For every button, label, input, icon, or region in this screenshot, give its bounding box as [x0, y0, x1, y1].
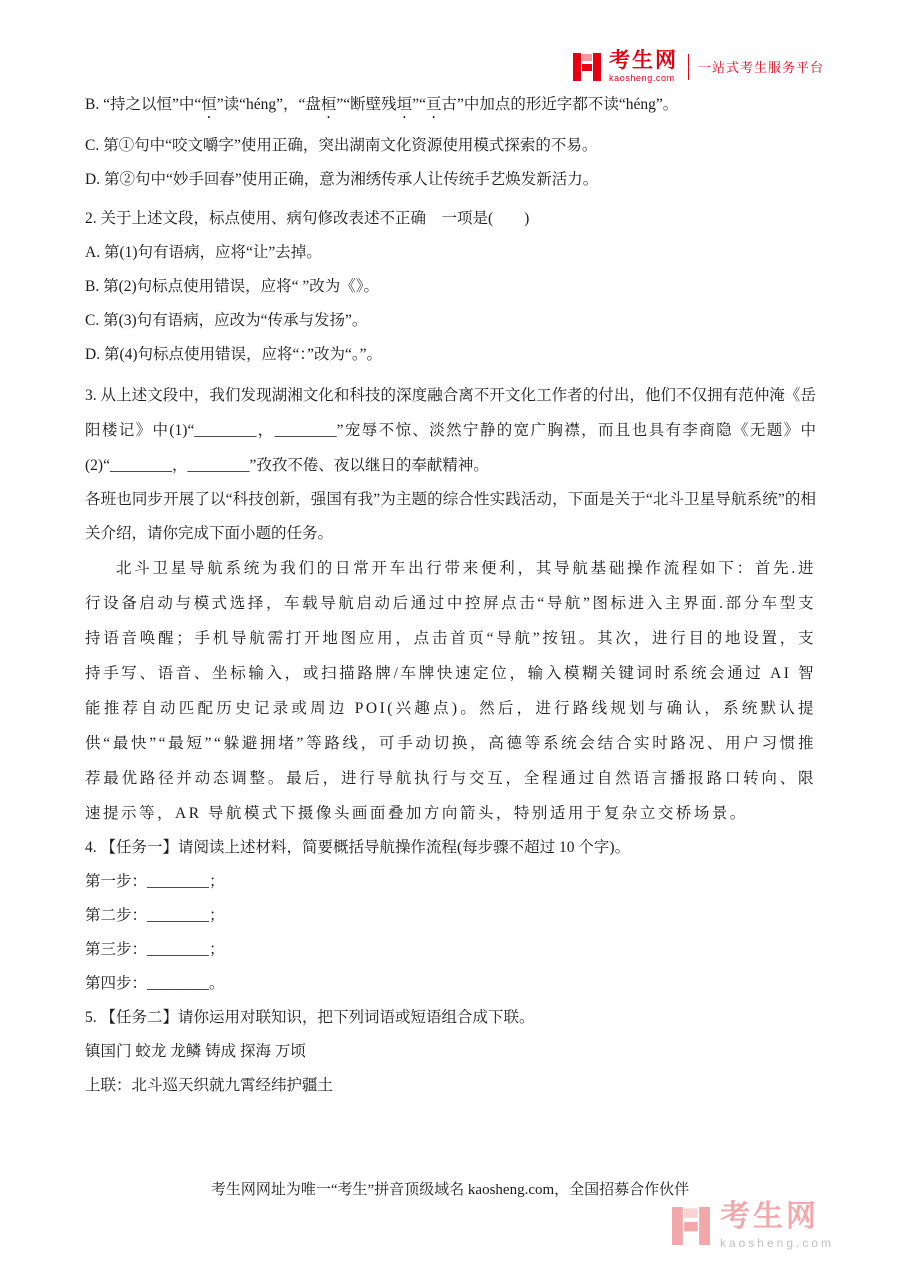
text-segment: 古”中加点的形近字都不读“héng”。 — [441, 96, 679, 113]
logo-domain-text: kaosheng.com — [608, 73, 675, 83]
q4-step-2: 第二步：________； — [85, 907, 225, 924]
q3-stem: 3. 从上述文段中，我们发现湖湘文化和科技的深度融合离不开文化工作者的付出，他们不仅拥有范仲淹《岳阳楼记》中(1)“________，________”宠辱不惊、淡然宁静的宽广胸襟，而且也具有李商隐《无题》中(2)“________，________”孜孜不倦、夜以继日的奉献精神。 — [85, 387, 816, 474]
text-segment: ”“断壁残 — [336, 96, 397, 113]
q2-stem: 2. 关于上述文段，标点使用、病句修改表述不正确 一项是( ) — [85, 210, 530, 227]
material-paragraph: 北斗卫星导航系统为我们的日常开车出行带来便利，其导航基础操作流程如下：首先.进行设备启动与模式选择，车载导航启动后通过中控屏点击“导航”图标进入主界面.部分车型支持语音唤醒；手机导航需打开地图应用，点击首页“导航”按钮。其次，进行目的地设置，支持手写、语音、坐标输入，或扫描路牌/车牌快速定位，输入模糊关键词时系统会通过 AI 智能推荐自动匹配历史记录或周边 POI(兴趣点)。然后，进行路线规划与确认，系统默认提供“最快”“最短”“躲避拥堵”等路线，可手动切换，高德等系统会结合实时路况、用户习惯推荐最优路径并动态调整。最后，进行导航执行与交互，全程通过自然语言播报路口转向、限速提示等，AR 导航模式下摄像头画面叠加方向箭头，特别适用于复杂立交桥场景。 — [85, 560, 816, 822]
q2-option-c: C. 第(3)句有语病，应改为“传承与发扬”。 — [85, 312, 368, 329]
activity-intro: 各班也同步开展了以“科技创新，强国有我”为主题的综合性实践活动，下面是关于“北斗卫星导航系统”的相关介绍，请你完成下面小题的任务。 — [85, 491, 816, 542]
watermark-text-block — [720, 1202, 834, 1249]
q2-option-b: B. 第(2)句标点使用错误，应将“ ”改为《》。 — [85, 278, 380, 295]
emphasized-char: 桓 — [320, 96, 337, 113]
watermark-domain-text: kaosheng.com — [719, 1236, 834, 1250]
emphasized-char: 亘 — [425, 96, 442, 113]
q5-word-bank: 镇国门 蛟龙 龙鳞 铸成 探海 万顷 — [85, 1043, 306, 1060]
emphasized-char: 恒 — [201, 96, 217, 113]
q1-option-c: C. 第①句中“咬文嚼字”使用正确，突出湖南文化资源使用模式探索的不易。 — [85, 137, 598, 154]
logo-divider — [688, 54, 689, 80]
text-segment: ”读“héng”，“盘 — [216, 96, 321, 113]
q4-stem: 4. 【任务一】请阅读上述材料，简要概括导航操作流程(每步骤不超过 10 个字)。 — [85, 839, 631, 856]
q5-first-line-couplet: 上联：北斗巡天织就九霄经纬护疆土 — [85, 1077, 334, 1094]
q1-option-d: D. 第②句中“妙手回春”使用正确，意为湘绣传承人让传统手艺焕发新活力。 — [85, 171, 599, 188]
watermark-brand-text: 考生网 — [719, 1200, 819, 1233]
q4-step-3: 第三步：________； — [85, 941, 225, 958]
q1-option-b — [85, 94, 816, 122]
q2-option-d: D. 第(4)句标点使用错误，应将“：”改为“。”。 — [85, 346, 383, 363]
logo-text-block — [609, 50, 678, 83]
q2-option-a: A. 第(1)句有语病，应将“让”去掉。 — [85, 244, 322, 261]
text-segment: B. “持之以恒”中“ — [85, 96, 202, 113]
q5-stem: 5. 【任务二】请你运用对联知识，把下列词语或短语组合成下联。 — [85, 1009, 535, 1026]
kaosheng-watermark — [670, 1202, 834, 1249]
q4-step-4: 第四步：________。 — [85, 975, 225, 992]
logo-tagline: 一站式考生服务平台 — [697, 60, 824, 75]
watermark-logo-icon — [670, 1207, 712, 1245]
footer-text: 考生网网址为唯一“考生”拼音顶级域名 kaosheng.com，全国招募合作伙伴 — [210, 1182, 690, 1198]
logo-brand-text: 考生网 — [608, 49, 678, 72]
emphasized-char: 垣 — [396, 96, 413, 113]
kaosheng-logo-icon — [572, 53, 602, 81]
text-segment: ”“ — [412, 96, 426, 113]
exam-content — [85, 94, 816, 1109]
kaosheng-header-logo — [572, 50, 824, 83]
q4-step-1: 第一步：________； — [85, 873, 225, 890]
